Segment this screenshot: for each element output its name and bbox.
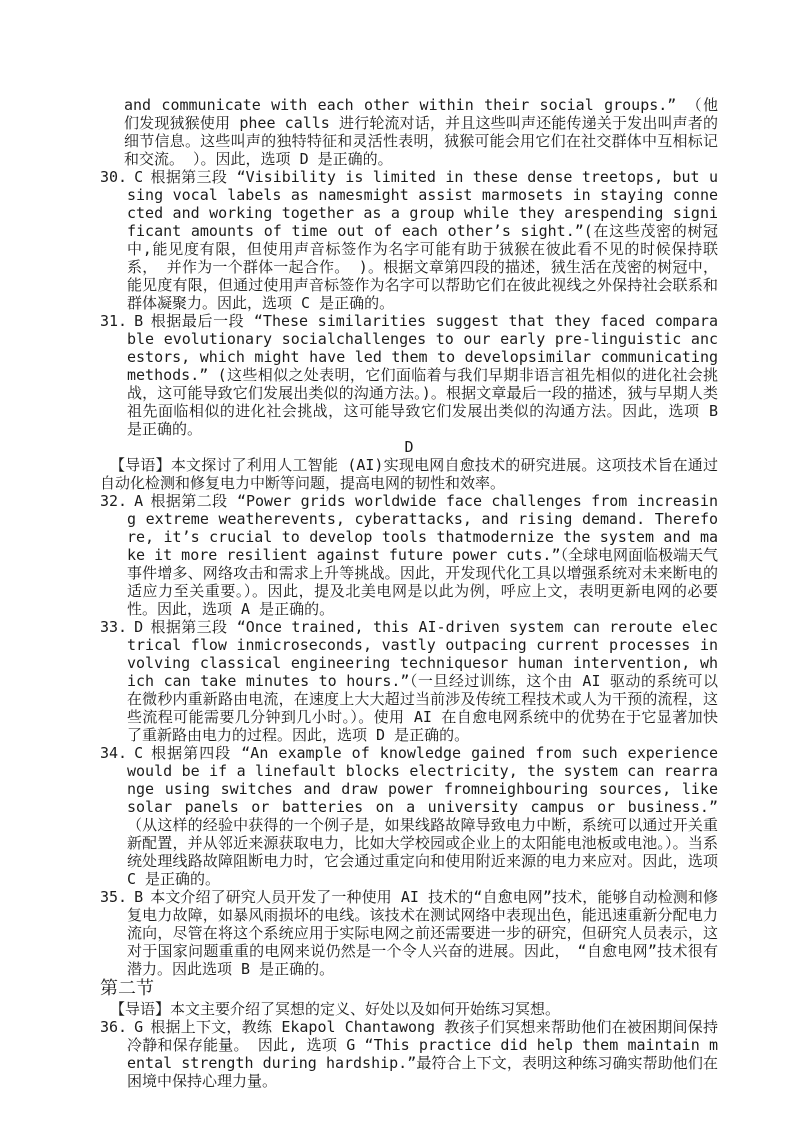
intro-note-paragraph: 【导语】本文探讨了利用人工智能 (AI)实现电网自愈技术的研究进展。这项技术旨在通过自动化检测和修复电力中断等问题，提高电网的韧性和效率。 xyxy=(100,456,718,492)
item-number: 31. xyxy=(100,312,128,330)
item-explanation-text: 根据最后一段 “These similarities suggest that they faced comparable evolutionary socialchallenges to our early pre-linguistic ancestors, which might have led them to developsimilar communicating methods.” (这些相似之处表明，它们面临着与我们早期非语言祖先相似的进化社会挑战，这可能导致它们发展出类似的沟通方法。)。根据文章最后一段的描述，狨与早期人类祖先面临相似的进化社会挑战，这可能导致它们发展出类似的沟通方法。因此，选项 B 是正确的。 xyxy=(127,312,718,438)
item-explanation-text: 本文介绍了研究人员开发了一种使用 AI 技术的“自愈电网”技术，能够自动检测和修复电力故障，如暴风雨损坏的电线。该技术在测试网络中表现出色，能迅速重新分配电力流向，尽管在将这个系统应用于实际电网之前还需要进一步的研究，但研究人员表示，这对于国家问题重重的电网来说仍然是一个令人兴奋的进展。因此， “自愈电网”技术很有潜力。因此选项 B 是正确的。 xyxy=(127,888,718,978)
item-explanation-text: 根据第四段 “An example of knowledge gained from such experience would be if a linefault blocks electricity, the system can rearrange using switches and draw power fromneighbouring sources, like solar panels or batteries on a university campus or business.” （从这样的经验中获得的一个例子是，如果线路故障导致电力中断，系统可以通过开关重新配置，并从邻近来源获取电力，比如大学校园或企业上的太阳能电池板或电池。）。当系统处理线路故障阻断电力时，它会通过重定向和使用附近来源的电力来应对。因此，选项 C 是正确的。 xyxy=(127,744,718,888)
item-number: 30. xyxy=(100,168,128,186)
item-explanation-text: 根据第三段 “Once trained, this AI-driven system can reroute electrical flow inmicroseconds, vastly outpacing current processes involving classical engineering techniquesor human intervention, which can take minutes to hours.”（一旦经过训练，这个由 AI 驱动的系统可以在微秒内重新路由电流，在速度上大大超过当前涉及传统工程技术或人为干预的流程，这些流程可能需要几分钟到几小时。）。使用 AI 在自愈电网系统中的优势在于它显著加快了重新路由电力的过程。因此，选项 D 是正确的。 xyxy=(127,618,718,744)
item-number: 36. xyxy=(100,1018,128,1036)
item-answer-letter: C xyxy=(134,744,144,762)
item-number: 35. xyxy=(100,888,128,906)
intro-note-paragraph: 【导语】本文主要介绍了冥想的定义、好处以及如何开始练习冥想。 xyxy=(110,1000,561,1018)
item-explanation-text: 根据第三段 “Visibility is limited in these dense treetops, but using vocal labels as namesmight assist marmosets in staying connected and working together as a group while they arespending significant amounts of time out of each other’s sight.”(在这些茂密的树冠中,能见度有限，但使用声音标签作为名字可能有助于狨猴在彼此看不见的时候保持联系， 并作为一个群体一起合作。 )。根据文章第四段的描述，狨生活在茂密的树冠中，能见度有限，但通过使用声音标签作为名字可以帮助它们在彼此视线之外保持社会联系和群体凝聚力。因此，选项 C 是正确的。 xyxy=(127,168,718,312)
item-number: 33. xyxy=(100,618,128,636)
item-number: 34. xyxy=(100,744,128,762)
answer-item-31 xyxy=(100,312,718,438)
continued-answer-paragraph: and communicate with each other within their social groups.” （他们发现狨猴使用 phee calls 进行轮流对话，并且这些叫声还能传递关于发出叫声者的细节信息。这些叫声的独特特征和灵活性表明，狨猴可能会用它们在社交群体中互相标记和交流。 ）。因此，选项 D 是正确的。 xyxy=(124,96,718,168)
answer-item-32 xyxy=(100,492,718,618)
answer-item-34 xyxy=(100,744,718,888)
passage-section-label: D xyxy=(404,438,414,456)
item-answer-letter: B xyxy=(134,312,144,330)
item-answer-letter: A xyxy=(134,492,144,510)
answer-item-36 xyxy=(100,1018,718,1090)
answer-item-33 xyxy=(100,618,718,744)
answer-item-35 xyxy=(100,888,718,978)
answer-item-30 xyxy=(100,168,718,312)
item-answer-letter: D xyxy=(134,618,144,636)
item-answer-letter: C xyxy=(134,168,144,186)
item-explanation-text: 根据上下文，教练 Ekapol Chantawong 教孩子们冥想来帮助他们在被困期间保持冷静和保存能量。 因此, 选项 G “This practice did help them maintain mental strength during hardship.”最符合上下文，表明这种练习确实帮助他们在困境中保持心理力量。 xyxy=(127,1018,718,1090)
item-answer-letter: B xyxy=(134,888,144,906)
item-explanation-text: 根据第二段 “Power grids worldwide face challenges from increasing extreme weatherevents, cyberattacks, and rising demand. Therefore, it’s crucial to develop tools thatmodernize the system and make it more resilient against future power cuts.”（全球电网面临极端天气事件增多、网络攻击和需求上升等挑战。因此，开发现代化工具以增强系统对未来断电的适应力至关重要。）。因此，提及北美电网是以此为例，呼应上文，表明更新电网的必要性。因此，选项 A 是正确的。 xyxy=(127,492,718,618)
part-heading: 第二节 xyxy=(100,978,154,999)
item-answer-letter: G xyxy=(134,1018,144,1036)
item-number: 32. xyxy=(100,492,128,510)
